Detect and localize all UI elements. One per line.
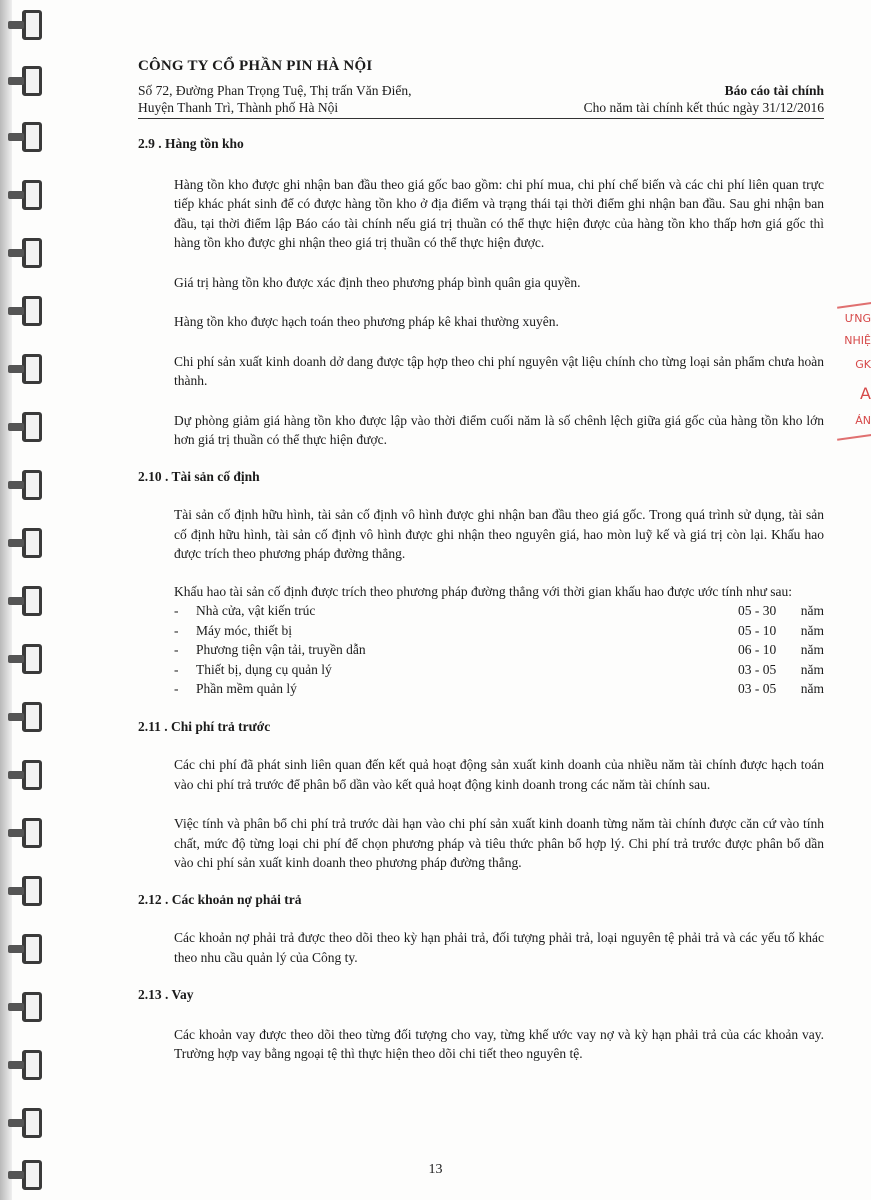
- section-number: 2.13: [138, 987, 162, 1002]
- binding-ring: [22, 876, 42, 906]
- page-number: 13: [428, 1162, 443, 1177]
- depreciation-unit: năm: [800, 681, 824, 696]
- binding-ring: [22, 702, 42, 732]
- company-name: CÔNG TY CỔ PHẦN PIN HÀ NỘI: [138, 58, 373, 74]
- list-item: - Thiết bị, dụng cụ quản lý 03 - 05 năm: [174, 660, 824, 680]
- asset-type: Phần mềm quản lý: [196, 681, 297, 696]
- address-line-2: Huyện Thanh Trì, Thành phố Hà Nội: [138, 100, 339, 115]
- header-divider: [138, 118, 824, 119]
- depreciation-range: 03 - 05: [738, 681, 777, 696]
- depreciation-range: 03 - 05: [738, 661, 777, 677]
- list-item: - Nhà cửa, vật kiến trúc 05 - 30 năm: [174, 601, 824, 621]
- section-title: . Vay: [165, 987, 194, 1002]
- binding-ring: [22, 238, 42, 268]
- section-heading: [138, 467, 824, 487]
- binding-ring: [22, 992, 42, 1022]
- paragraph: Việc tính và phân bổ chi phí trả trước dài hạn vào chi phí sản xuất kinh doanh từng năm tài chính được căn cứ vào tính chất, mức độ từng loại chi phí để chọn phương pháp và tiêu thức phân bổ hợp lý. Chi phí trả trước được phân bổ dần vào chi phí sản xuất kinh doanh theo phương pháp đường thẳng.: [174, 816, 824, 870]
- section-title: . Chi phí trả trước: [164, 718, 271, 734]
- paragraph: Hàng tồn kho được hạch toán theo phương pháp kê khai thường xuyên.: [174, 314, 559, 329]
- report-title: Báo cáo tài chính: [724, 83, 824, 98]
- list-item: - Phương tiện vận tải, truyền dẫn 06 - 10 năm: [174, 640, 824, 660]
- section-heading: [138, 985, 824, 1005]
- depreciation-unit: năm: [800, 622, 824, 638]
- section-number: 2.11: [138, 718, 161, 734]
- depreciation-unit: năm: [800, 642, 824, 657]
- address-line-1: Số 72, Đường Phan Trọng Tuệ, Thị trấn Văn Điển,: [138, 83, 412, 98]
- list-item: - Máy móc, thiết bị 05 - 10 năm: [174, 621, 824, 641]
- depreciation-unit: năm: [800, 603, 824, 618]
- binding-ring: [22, 818, 42, 848]
- paragraph: Các khoản vay được theo dõi theo từng đối tượng cho vay, từng khế ước vay nợ và kỳ hạn phải trả của các khoản vay. Trường hợp vay bằng ngoại tệ thì thực hiện theo dõi chi tiết theo nguyên tệ.: [174, 1026, 824, 1061]
- depreciation-range: 05 - 10: [738, 622, 777, 638]
- binding-ring: [22, 122, 42, 152]
- binding-ring: [22, 354, 42, 384]
- binding-ring: [22, 1050, 42, 1080]
- paragraph: Tài sản cố định hữu hình, tài sản cố định vô hình được ghi nhận ban đầu theo giá gốc. Trong quá trình sử dụng, tài sản cố định hữu hình, tài sản cố định vô hình được ghi nhận theo nguyên giá, hao mòn luỹ kế và giá trị còn lại. Khấu hao được trích theo phương pháp đường thẳng.: [174, 507, 824, 561]
- section-heading: [138, 717, 824, 737]
- paragraph: Các chi phí đã phát sinh liên quan đến kết quả hoạt động sản xuất kinh doanh của nhiều năm tài chính được hạch toán vào chi phí trả trước để phân bổ dần vào kết quả hoạt động kinh doanh trong các năm tài chính sau.: [174, 757, 824, 792]
- binding-ring: [22, 296, 42, 326]
- binding-ring: [22, 1108, 42, 1138]
- paragraph: Các khoản nợ phải trả được theo dõi theo kỳ hạn phải trả, đối tượng phải trả, loại nguyên tệ phải trả và các yếu tố khác theo nhu cầu quản lý của Công ty.: [174, 930, 824, 965]
- section-title: . Hàng tồn kho: [158, 136, 244, 151]
- red-stamp-fragment: ƯNG NHIỆ GK A ÁN: [837, 290, 871, 450]
- document-body: [138, 134, 824, 1064]
- section-number: 2.9: [138, 136, 155, 151]
- binding-ring: [22, 760, 42, 790]
- section-title: . Tài sản cố định: [165, 468, 260, 484]
- binding-ring: [22, 412, 42, 442]
- binding-ring: [22, 10, 42, 40]
- binding-ring: [22, 934, 42, 964]
- section-heading: [138, 134, 824, 154]
- binding-ring: [22, 66, 42, 96]
- binding-ring: [22, 470, 42, 500]
- list-item: - Phần mềm quản lý 03 - 05 năm: [174, 679, 824, 699]
- paragraph: Khấu hao tài sản cố định được trích theo phương pháp đường thẳng với thời gian khấu hao được ước tính như sau:: [174, 583, 793, 599]
- binding-ring: [22, 528, 42, 558]
- paragraph: Giá trị hàng tồn kho được xác định theo phương pháp bình quân gia quyền.: [174, 274, 581, 290]
- asset-type: Máy móc, thiết bị: [196, 622, 292, 638]
- paragraph: Chi phí sản xuất kinh doanh dở dang được tập hợp theo chi phí nguyên vật liệu chính cho từng loại sản phẩm chưa hoàn thành.: [174, 353, 824, 388]
- report-period: Cho năm tài chính kết thúc ngày 31/12/2016: [583, 100, 824, 115]
- document-header: [138, 58, 824, 116]
- paragraph: Dự phòng giảm giá hàng tồn kho được lập vào thời điểm cuối năm là số chênh lệch giữa giá gốc của hàng tồn kho lớn hơn giá trị thuần có thể thực hiện được.: [174, 412, 824, 447]
- depreciation-unit: năm: [800, 661, 824, 677]
- depreciation-range: 06 - 10: [738, 642, 777, 657]
- section-title: . Các khoản nợ phải trả: [165, 891, 302, 907]
- depreciation-list: [174, 601, 824, 699]
- asset-type: Thiết bị, dụng cụ quản lý: [196, 661, 332, 677]
- depreciation-range: 05 - 30: [738, 603, 777, 618]
- section-number: 2.12: [138, 891, 162, 907]
- binding-ring: [22, 644, 42, 674]
- binding-ring: [22, 180, 42, 210]
- asset-type: Phương tiện vận tải, truyền dẫn: [196, 642, 366, 657]
- section-number: 2.10: [138, 468, 162, 484]
- asset-type: Nhà cửa, vật kiến trúc: [196, 603, 316, 618]
- spiral-binding: [0, 0, 50, 1200]
- paragraph: Hàng tồn kho được ghi nhận ban đầu theo giá gốc bao gồm: chi phí mua, chi phí chế biến và các chi phí liên quan trực tiếp khác phát sinh để có được hàng tồn kho ở địa điểm và trạng thái tại thời điểm ghi nhận ban đầu. Sau ghi nhận ban đầu, tại thời điểm lập Báo cáo tài chính nếu giá trị thuần có thể thực hiện được của hàng tồn kho thấp hơn giá gốc thì hàng tồn kho được ghi nhận theo giá trị thuần có thể thực hiện được.: [174, 176, 824, 250]
- section-heading: [138, 890, 824, 910]
- binding-ring: [22, 586, 42, 616]
